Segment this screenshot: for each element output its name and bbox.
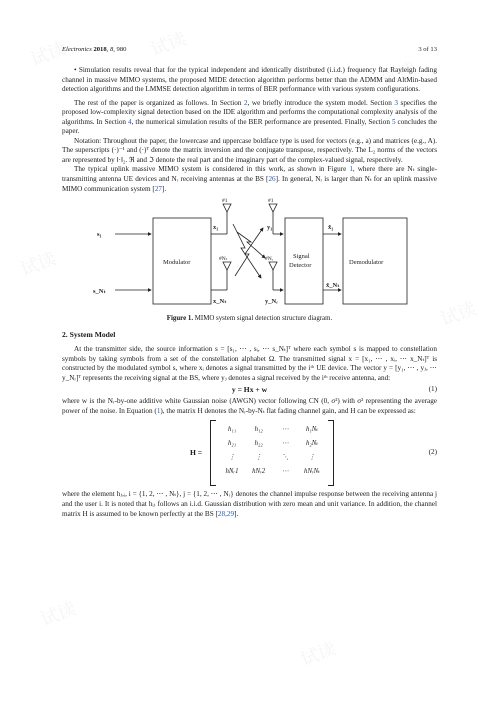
- label-ant-r1: #1: [267, 198, 273, 205]
- mimo-diagram: [85, 198, 415, 310]
- signal-detector-block: [285, 218, 323, 304]
- matrix-cell: ⋮: [255, 454, 263, 462]
- equation-1: [62, 383, 437, 397]
- matrix-left-bracket: [210, 420, 216, 486]
- label-ant-rN: #Nᵣ: [264, 256, 273, 263]
- matrix-cell: h₁Nₜ: [305, 426, 318, 434]
- paragraph-organization: The rest of the paper is organized as follows. In Section 2, we briefly introduce the system model. Section 3 specifies the proposed low-complexity signal detection based on the IDE algorithm and performs the computational complexity analysis of the algorithms. In Section 4, the numerical simulation results of the BER performance are presented. Finally, Section 5 concludes the paper.: [62, 98, 437, 136]
- article-number: 980: [116, 46, 127, 53]
- demodulator-label: Demodulator: [348, 259, 383, 267]
- equation-1-body: y = Hx + w: [231, 385, 268, 395]
- matrix-cell: ⋱: [281, 454, 289, 462]
- matrix-cell: ⋮: [228, 454, 236, 462]
- label-ant-tN: #Nₜ: [218, 256, 227, 263]
- journal-name: Electronics: [62, 46, 92, 53]
- page-number: 3 of 13: [418, 46, 437, 53]
- bullet-paragraph: • Simulation results reveal that for the typical independent and identically distributed (i.i.d.) frequency flat Rayleigh fading channel in massive MIMO systems, the proposed MIDE detection algorithm performs better than the ADMM and AltMin-based detection algorithms and the LMMSE detection algorithm in terms of BER performance with various system configurations.: [62, 66, 437, 94]
- figure-caption: [62, 314, 437, 324]
- label-xNthat: x̂_Nₜ: [325, 282, 340, 290]
- equation-link-1[interactable]: 1: [156, 406, 161, 415]
- label-ant-t1: #1: [221, 198, 227, 205]
- channel-matrix: [210, 420, 334, 484]
- matrix-cell: ⋯: [281, 426, 289, 434]
- matrix-cell: h₁₁: [227, 426, 237, 434]
- equation-2: [62, 420, 437, 486]
- equation-2-number: (2): [428, 448, 437, 457]
- matrix-cell: h₂₂: [254, 440, 263, 448]
- detector-label-1: Signal: [292, 253, 310, 261]
- label-yNr: y_Nᵣ: [264, 298, 278, 306]
- paragraph-transmitter: At the transmitter side, the source information s = [s₁, ⋯ , sᵢ, ⋯ s_Nₜ]ᵀ where each symbol s is mapped to constellation symbols by taking symbols from a set of the constellation alphabet Ω. The transmitted signal x = [x₁, ⋯ , xᵢ, ⋯ x_Nₜ]ᵀ is constructed by the modulated symbol s, where xᵢ denotes a signal transmitted by the iᵗʰ UE device. The vector y = [y₁, ⋯ , yⱼ, ⋯ y_Nᵣ]ᵀ represents the receiving signal at the BS, where yⱼ denotes a signal received by the iᵗʰ receive antenna, and:: [62, 345, 437, 382]
- paragraph-system: The typical uplink massive MIMO system is considered in this work, as shown in Figure 1, where there are Nₜ single-transmitting antenna UE devices and Nᵣ receiving antennas at the BS [26]. In general, Nᵣ is larger than Nₜ for an uplink massive MIMO communication system [27].: [62, 165, 437, 193]
- matrix-row: [210, 425, 334, 439]
- matrix-right-bracket: [328, 420, 334, 486]
- paragraph-notation: Notation: Throughout the paper, the lowercase and uppercase boldface type is used for vectors (e.g., a) and matrices (e.g., A). The superscripts (·)⁻¹ and (·)ᵀ denote the matrix inversion and the conjugate transpose, respectively. The L₂ norms of the vectors are represented by ‖·‖₂. ℜ and ℑ denote the real part and the imaginary part of the complex-valued signal, respectively.: [62, 136, 437, 164]
- section-link-4[interactable]: 4: [127, 117, 132, 126]
- journal-year: 2018: [93, 46, 107, 53]
- matrix-row: [210, 439, 334, 453]
- matrix-row: [210, 453, 334, 467]
- section-link-2[interactable]: 2: [244, 98, 248, 107]
- matrix-cell: ⋮: [308, 454, 316, 462]
- label-x1: x₁: [212, 224, 218, 232]
- matrix-cell: hNᵣ2: [252, 468, 266, 476]
- page-body: [62, 66, 437, 519]
- page-header: [62, 46, 437, 56]
- label-x1hat: x̂₁: [327, 224, 333, 232]
- caption-text: MIMO system signal detection structure diagram.: [193, 315, 333, 323]
- section-heading: 2. System Model: [62, 329, 116, 339]
- label-xNt: x_Nₜ: [212, 298, 227, 306]
- equation-2-lhs: H =: [190, 448, 203, 458]
- citation-link-27[interactable]: 27: [154, 184, 163, 193]
- citation-link-26[interactable]: 26: [268, 175, 276, 184]
- matrix-row: [210, 467, 334, 481]
- paragraph-channel: where the element hⱼ,ᵢ, i = {1, 2, ⋯ , Nₜ}, j = {1, 2, ⋯ , Nᵣ} denotes the channel impulse response between the receiving antenna j and the user i. It is noted that hᵢⱼ follows an i.i.d. Gaussian distribution with zero mean and unit variance. In addition, the channel matrix H is assumed to be known perfectly at the BS [28,29].: [62, 490, 437, 518]
- matrix-cell: h₂₁: [227, 440, 237, 448]
- matrix-cell: hNᵣ1: [225, 468, 239, 476]
- label-s1: s₁: [96, 231, 101, 239]
- matrix-cell: hNᵣNₜ: [304, 468, 320, 476]
- matrix-cell: ⋯: [281, 440, 289, 448]
- caption-label: Figure 1.: [166, 315, 194, 323]
- section-link-3[interactable]: 3: [394, 98, 398, 107]
- matrix-rows: [210, 420, 334, 481]
- equation-1-number: (1): [428, 385, 437, 394]
- detector-label-2: Detector: [288, 262, 311, 270]
- citation-link-28-29[interactable]: 28,29: [217, 509, 235, 518]
- matrix-cell: h₁₂: [254, 426, 263, 434]
- mimo-diagram-svg: [85, 198, 415, 310]
- journal-citation: Electronics 2018, 8, 980: [62, 46, 127, 53]
- matrix-cell: h₂Nₜ: [305, 440, 318, 448]
- modulator-label: Modulator: [162, 259, 190, 267]
- paragraph-noise: where w is the Nᵣ-by-one additive white Gaussian noise (AWGN) vector following CN (0, σ²) with σ² representing the average power of the noise. In Equation (1), the matrix H denotes the Nᵣ-by-Nₜ flat fading channel gain, and H can be expressed as:: [62, 397, 437, 415]
- section-link-5[interactable]: 5: [391, 117, 396, 126]
- journal-volume: 8: [109, 46, 114, 53]
- matrix-cell: ⋯: [281, 468, 289, 476]
- label-y1: y₁: [266, 224, 272, 232]
- figure-link-1[interactable]: 1: [349, 165, 353, 174]
- label-sNt: s_Nₜ: [92, 288, 106, 296]
